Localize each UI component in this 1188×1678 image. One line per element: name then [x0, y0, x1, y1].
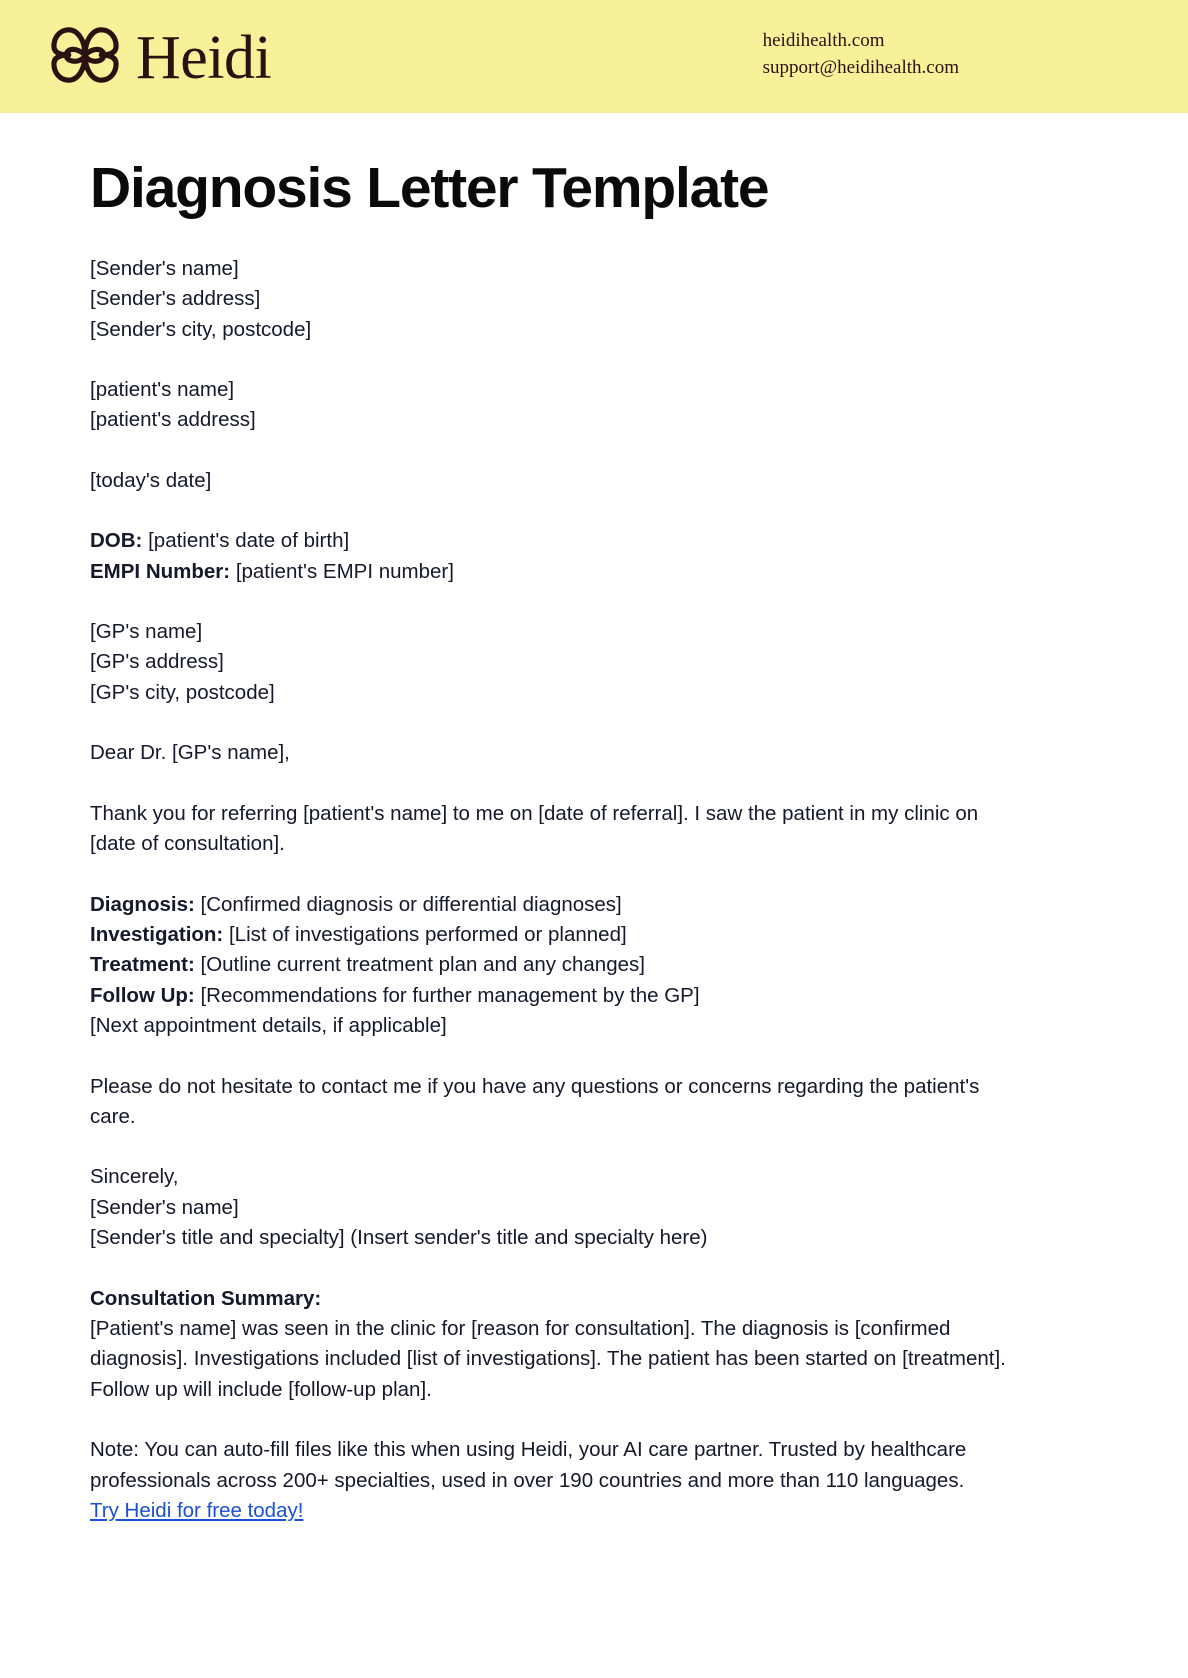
consultation-summary-heading: Consultation Summary: — [90, 1286, 322, 1310]
empi-line — [90, 557, 1098, 587]
brand-lockup — [48, 18, 271, 97]
sender-address: [Sender's address] — [90, 287, 261, 311]
consultation-summary-block — [90, 1284, 1015, 1406]
letter-body — [90, 254, 1098, 1527]
dob-line — [90, 526, 1098, 556]
salutation: Dear Dr. [GP's name], — [90, 741, 290, 765]
dob-value: [patient's date of birth] — [148, 529, 350, 553]
signature-title-specialty: [Sender's title and specialty] (Insert sender's title and specialty here) — [90, 1226, 708, 1250]
investigation-value: [List of investigations performed or planned] — [228, 922, 627, 946]
follow-up-value: [Recommendations for further management by the GP] — [200, 983, 700, 1007]
follow-up-label: Follow Up: — [90, 983, 195, 1007]
empi-label: EMPI Number: — [90, 559, 231, 583]
gp-name: [GP's name] — [90, 620, 203, 644]
empi-value: [patient's EMPI number] — [235, 559, 454, 583]
valediction: Sincerely, — [90, 1165, 179, 1189]
page-title: Diagnosis Letter Template — [90, 156, 769, 220]
patient-identifiers-block — [90, 526, 1098, 587]
try-heidi-link[interactable]: Try Heidi for free today! — [90, 1499, 304, 1523]
next-appointment-line: [Next appointment details, if applicable] — [90, 1014, 447, 1038]
page-header — [0, 0, 1188, 113]
footer-note-block — [90, 1435, 1015, 1526]
treatment-label: Treatment: — [90, 953, 195, 977]
sender-name: [Sender's name] — [90, 256, 239, 280]
diagnosis-label: Diagnosis: — [90, 892, 195, 916]
patient-name: [patient's name] — [90, 378, 235, 402]
closing-paragraph: Please do not hesitate to contact me if you have any questions or concerns regarding the patient's care. — [90, 1074, 980, 1128]
signature-name: [Sender's name] — [90, 1195, 239, 1219]
patient-address: [patient's address] — [90, 408, 256, 432]
today-date: [today's date] — [90, 468, 212, 492]
brand-name: Heidi — [136, 23, 272, 92]
sign-off-block — [90, 1162, 1098, 1253]
consultation-summary-text: [Patient's name] was seen in the clinic for [reason for consultation]. The diagnosis is [confirmed diagnosis]. Investigations included [list of investigations]. The patient has been started on [treatment]. Follow up will include [follow-up plan]. — [90, 1316, 1006, 1401]
gp-address-block — [90, 617, 1098, 708]
clinical-fields-block — [90, 890, 1098, 1042]
gp-city-postcode: [GP's city, postcode] — [90, 680, 275, 704]
treatment-line — [90, 950, 1098, 980]
sender-city-postcode: [Sender's city, postcode] — [90, 317, 312, 341]
investigation-label: Investigation: — [90, 922, 224, 946]
header-email: support@heidihealth.com — [762, 56, 959, 78]
heidi-clover-logo-icon — [48, 18, 122, 97]
follow-up-line — [90, 981, 1098, 1011]
patient-address-block — [90, 375, 1098, 436]
header-contact-details — [763, 28, 1164, 82]
diagnosis-line — [90, 890, 1098, 920]
footer-note-text: Note: You can auto-fill files like this when using Heidi, your AI care partner. Trusted by healthcare professionals across 200+ specialties, used in over 190 countries and more than 110 languages. — [90, 1438, 967, 1492]
dob-label: DOB: — [90, 529, 143, 553]
date-block — [90, 466, 1098, 496]
investigation-line — [90, 920, 1098, 950]
header-website: heidihealth.com — [762, 29, 885, 51]
sender-address-block — [90, 254, 1098, 345]
intro-paragraph: Thank you for referring [patient's name] to me on [date of referral]. I saw the patient in my clinic on [date of consultation]. — [90, 801, 979, 856]
document-page — [0, 157, 1188, 1526]
diagnosis-value: [Confirmed diagnosis or differential diagnoses] — [200, 892, 622, 916]
gp-address: [GP's address] — [90, 650, 224, 674]
treatment-value: [Outline current treatment plan and any changes] — [200, 953, 645, 977]
